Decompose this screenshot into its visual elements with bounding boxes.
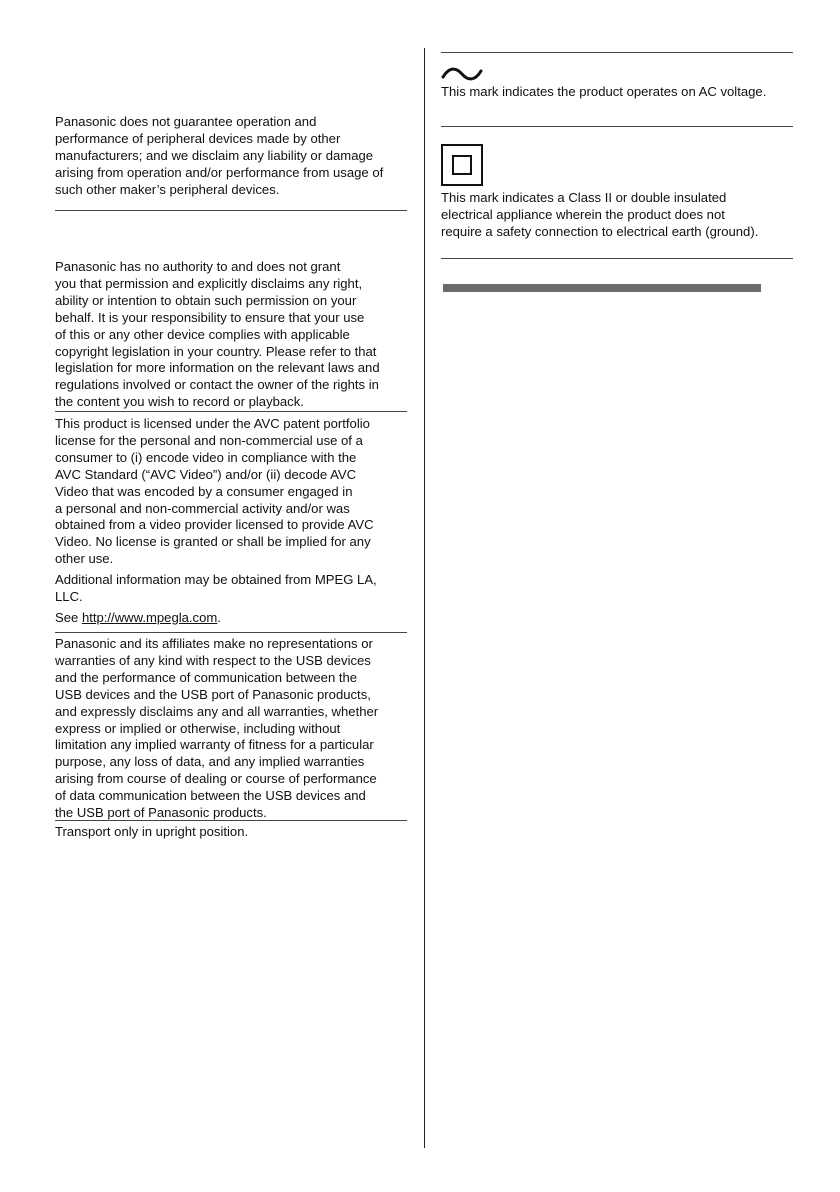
- ac-voltage-tilde-icon: [441, 66, 483, 82]
- mpegla-link[interactable]: http://www.mpegla.com: [81, 610, 218, 625]
- section-divider: [441, 52, 793, 53]
- section-divider: [441, 258, 793, 259]
- see-suffix: .: [217, 610, 221, 625]
- class-ii-inner-square: [452, 155, 472, 175]
- section-divider: [441, 126, 793, 127]
- section-divider: [55, 411, 407, 412]
- avc-license-notice: This product is licensed under the AVC patent portfolio license for the personal and non-commercial use of a consumer to (i) encode video in compliance with the AVC Standard (“AVC Video”) and/or (ii) decode AVC Video that was encoded by a consumer engaged in a personal and non-commercial activity and/or was obtained from a video provider licensed to provide AVC Video. No license is granted or shall be implied for any other use.: [55, 416, 374, 567]
- section-divider: [55, 210, 407, 211]
- peripheral-notice: Panasonic does not guarantee operation and performance of peripheral devices made by other manufacturers; and we disclaim any liability or damage arising from operation and/or performance from usage of such other maker’s peripheral devices.: [55, 114, 384, 197]
- section-divider: [55, 632, 407, 633]
- class-ii-double-square-icon: [441, 144, 483, 186]
- mpeg-info: Additional information may be obtained from MPEG LA, LLC.: [55, 572, 377, 604]
- section-divider: [55, 820, 407, 821]
- copyright-notice: Panasonic has no authority to and does not grant you that permission and explicitly disclaims any right, ability or intention to obtain such permission on your behalf. It is your responsibility to ensure that your use of this or any other device complies with applicable copyright legislation in your country. Please refer to that legislation for more information on the relevant laws and regulations involved or contact the owner of the rights in the content you wish to record or playback.: [55, 259, 380, 410]
- see-prefix: See: [55, 610, 82, 625]
- mpeg-see-line: [55, 610, 221, 627]
- ac-mark-text: This mark indicates the product operates on AC voltage.: [441, 84, 767, 99]
- transport-notice: Transport only in upright position.: [55, 824, 249, 839]
- class2-mark-text: This mark indicates a Class II or double insulated electrical appliance wherein the product does not require a safety connection to electrical earth (ground).: [441, 190, 759, 239]
- column-divider: [424, 48, 425, 1148]
- usb-disclaimer: Panasonic and its affiliates make no representations or warranties of any kind with respect to the USB devices and the performance of communication between the USB devices and the USB port of Panasonic products, and expressly disclaims any and all warranties, whether express or implied or otherwise, including without limitation any implied warranty of fitness for a particular purpose, any loss of data, and any implied warranties arising from course of dealing or course of performance of data communication between the USB devices and the USB port of Panasonic products.: [55, 636, 379, 821]
- section-header-bar: [443, 284, 761, 292]
